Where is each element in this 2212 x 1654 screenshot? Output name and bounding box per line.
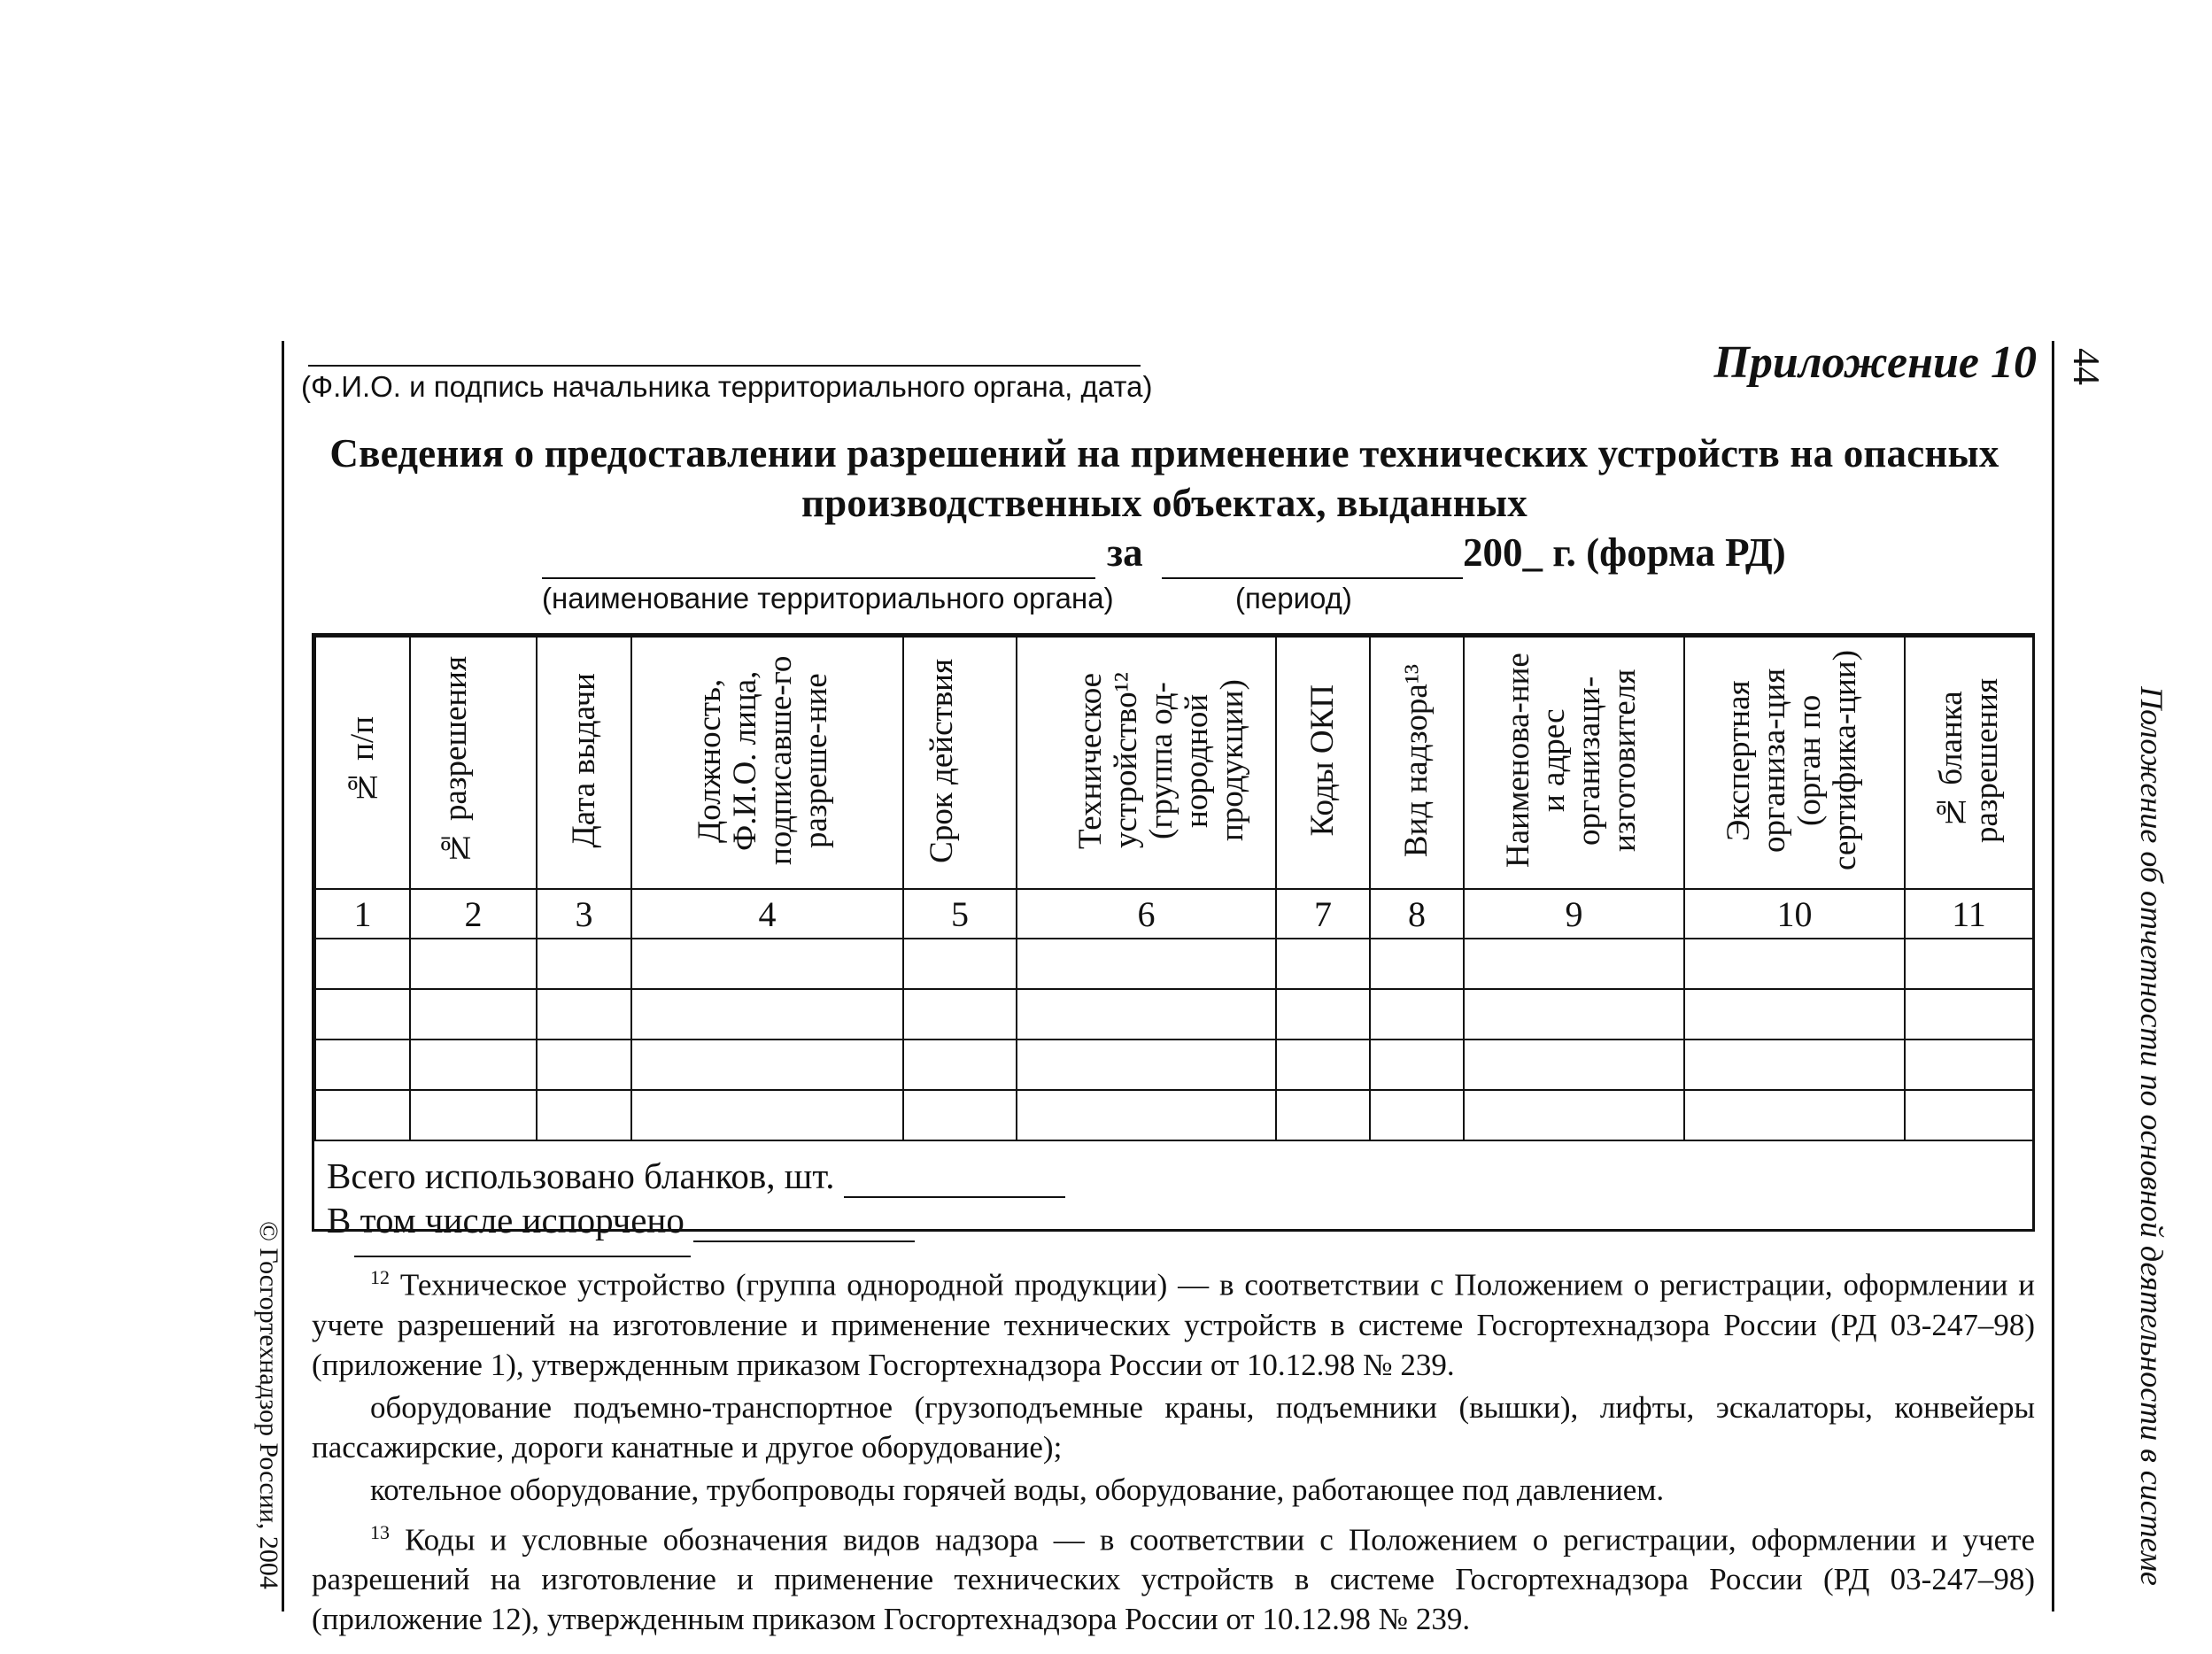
empty-cell xyxy=(1684,1090,1905,1140)
column-number-row xyxy=(315,889,2033,939)
empty-cell xyxy=(631,939,903,989)
footnote-boiler-equipment: котельное оборудование, трубопроводы горячей воды, оборудование, работающее под давлением. xyxy=(370,1472,1665,1507)
copyright-notice: © Госгортехнадзор России, 2004 xyxy=(254,1221,283,1589)
spoiled-field[interactable] xyxy=(693,1209,915,1242)
empty-row xyxy=(315,939,2033,989)
totals-block xyxy=(314,1141,2032,1242)
header-label: Коды ОКП xyxy=(1304,684,1341,837)
header-label: Техническое устройство¹² (группа од-нородной продукции) xyxy=(1072,672,1250,849)
column-number: 5 xyxy=(903,889,1017,939)
header-cell xyxy=(1684,637,1905,889)
total-used-line xyxy=(327,1154,2032,1198)
header-label: Должность, Ф.И.О. лица, подписавше-го разреше-ние xyxy=(691,655,834,866)
footnote-12 xyxy=(312,1257,2035,1385)
empty-cell xyxy=(1684,939,1905,989)
empty-cell xyxy=(1905,1090,2033,1140)
footnote-13-text: Коды и условные обозначения видов надзора — в соответствии с Положением о регистрации, оформлении и учете разрешений на изготовление и применение технических устройств в системе Госгортехнадзора России (РД 03-247–98) (приложение 12), утвержденным приказом Госгортехнадзора России от 10.12.98 № 239. xyxy=(312,1522,2035,1637)
empty-cell xyxy=(1017,1090,1276,1140)
empty-cell xyxy=(631,1040,903,1090)
header-cell xyxy=(1276,637,1370,889)
empty-cell xyxy=(537,939,631,989)
period-caption: (период) xyxy=(1235,582,1352,614)
column-number: 9 xyxy=(1464,889,1684,939)
empty-cell xyxy=(1276,989,1370,1040)
header-cell xyxy=(1905,637,2033,889)
column-number: 4 xyxy=(631,889,903,939)
header-label: № п/п xyxy=(344,715,381,806)
empty-cell xyxy=(410,989,537,1040)
header-cell xyxy=(537,637,631,889)
empty-cell xyxy=(631,989,903,1040)
header-label: Наименова-ние и адрес организаци-изготовителя xyxy=(1500,653,1643,869)
empty-cell xyxy=(1370,1040,1464,1090)
empty-cell xyxy=(903,939,1017,989)
document-title xyxy=(301,429,2028,528)
org-name-line xyxy=(542,577,1095,579)
empty-cell xyxy=(1905,1040,2033,1090)
empty-row xyxy=(315,1090,2033,1140)
empty-cell xyxy=(1684,989,1905,1040)
footnote-12-mark: 12 xyxy=(370,1266,390,1288)
page-number: 44 xyxy=(2065,348,2106,385)
empty-cell xyxy=(1276,939,1370,989)
empty-cell xyxy=(410,939,537,989)
column-number: 7 xyxy=(1276,889,1370,939)
total-used-label: Всего использовано бланков, шт. xyxy=(327,1155,835,1196)
empty-cell xyxy=(1464,1090,1684,1140)
title-line-2: производственных объектах, выданных xyxy=(801,481,1528,525)
period-line xyxy=(1162,577,1463,579)
column-number: 11 xyxy=(1905,889,2033,939)
column-number: 8 xyxy=(1370,889,1464,939)
header-label: Вид надзора¹³ xyxy=(1398,663,1435,858)
empty-cell xyxy=(1276,1040,1370,1090)
empty-cell xyxy=(410,1090,537,1140)
empty-cell xyxy=(1905,989,2033,1040)
header-label: № разрешения xyxy=(437,655,474,866)
column-number: 6 xyxy=(1017,889,1276,939)
header-label: Дата выдачи xyxy=(565,673,602,848)
appendix-label: Приложение 10 xyxy=(1713,337,2037,388)
signature-line xyxy=(308,365,1141,367)
empty-cell xyxy=(1905,939,2033,989)
empty-cell xyxy=(631,1090,903,1140)
footnote-lifting-equipment: оборудование подъемно-транспортное (грузоподъемные краны, подъемники (вышки), лифты, эскалаторы, конвейеры пассажирские, дороги канатные и другое оборудование); xyxy=(312,1389,2035,1465)
footnote-13-mark: 13 xyxy=(370,1520,390,1543)
running-title: Положение об отчетности по основной деятельности в системе xyxy=(2134,686,2169,1586)
spoiled-label: В том числе испорчено xyxy=(327,1200,684,1240)
header-label: Экспертная организа-ция (орган по сертифика-ции) xyxy=(1721,650,1863,871)
empty-cell xyxy=(903,1040,1017,1090)
empty-cell xyxy=(537,1040,631,1090)
header-cell xyxy=(315,637,410,889)
header-label: № бланка разрешения xyxy=(1932,678,2005,843)
empty-cell xyxy=(1464,1040,1684,1090)
column-number: 3 xyxy=(537,889,631,939)
spoiled-line xyxy=(327,1198,2032,1242)
empty-cell xyxy=(315,1090,410,1140)
period-za: за xyxy=(1107,530,1143,575)
footnote-12-text: Техническое устройство (группа однородной продукции) — в соответствии с Положением о регистрации, оформлении и учете разрешений на изготовление и применение технических устройств в системе Госгортехнадзора России (РД 03-247–98) (приложение 1), утвержденным приказом Госгортехнадзора России от 10.12.98 № 239. xyxy=(312,1267,2036,1382)
year-form-label: 200_ г. (форма РД) xyxy=(1463,530,1786,575)
header-cell xyxy=(410,637,537,889)
header-label: Срок действия xyxy=(924,658,960,863)
header-cell xyxy=(1017,637,1276,889)
empty-cell xyxy=(1017,989,1276,1040)
empty-cell xyxy=(537,989,631,1040)
org-name-caption: (наименование территориального органа) xyxy=(542,582,1114,614)
column-number: 2 xyxy=(410,889,537,939)
empty-cell xyxy=(1017,939,1276,989)
signature-caption: (Ф.И.О. и подпись начальника территориального органа, дата) xyxy=(301,370,1153,403)
empty-cell xyxy=(1684,1040,1905,1090)
empty-cell xyxy=(315,1040,410,1090)
empty-cell xyxy=(537,1090,631,1140)
column-number: 10 xyxy=(1684,889,1905,939)
header-cell xyxy=(903,637,1017,889)
empty-cell xyxy=(903,989,1017,1040)
footnotes xyxy=(312,1257,2035,1639)
right-margin-rule xyxy=(2052,341,2054,1611)
total-used-field[interactable] xyxy=(844,1164,1065,1198)
permits-form-table xyxy=(312,633,2035,1240)
empty-cell xyxy=(315,939,410,989)
title-line-1: Сведения о предоставлении разрешений на применение технических устройств на опасных xyxy=(329,431,1999,475)
empty-cell xyxy=(1370,989,1464,1040)
empty-cell xyxy=(1464,939,1684,989)
header-row xyxy=(315,637,2033,889)
empty-cell xyxy=(1017,1040,1276,1090)
empty-row xyxy=(315,1040,2033,1090)
empty-cell xyxy=(315,989,410,1040)
footnote-13 xyxy=(312,1512,2035,1640)
empty-cell xyxy=(1464,989,1684,1040)
header-cell xyxy=(1464,637,1684,889)
empty-cell xyxy=(903,1090,1017,1140)
header-cell xyxy=(631,637,903,889)
header-cell xyxy=(1370,637,1464,889)
empty-row xyxy=(315,989,2033,1040)
empty-cell xyxy=(1276,1090,1370,1140)
empty-cell xyxy=(1370,1090,1464,1140)
column-number: 1 xyxy=(315,889,410,939)
empty-cell xyxy=(410,1040,537,1090)
empty-cell xyxy=(1370,939,1464,989)
permits-grid xyxy=(314,636,2034,1141)
